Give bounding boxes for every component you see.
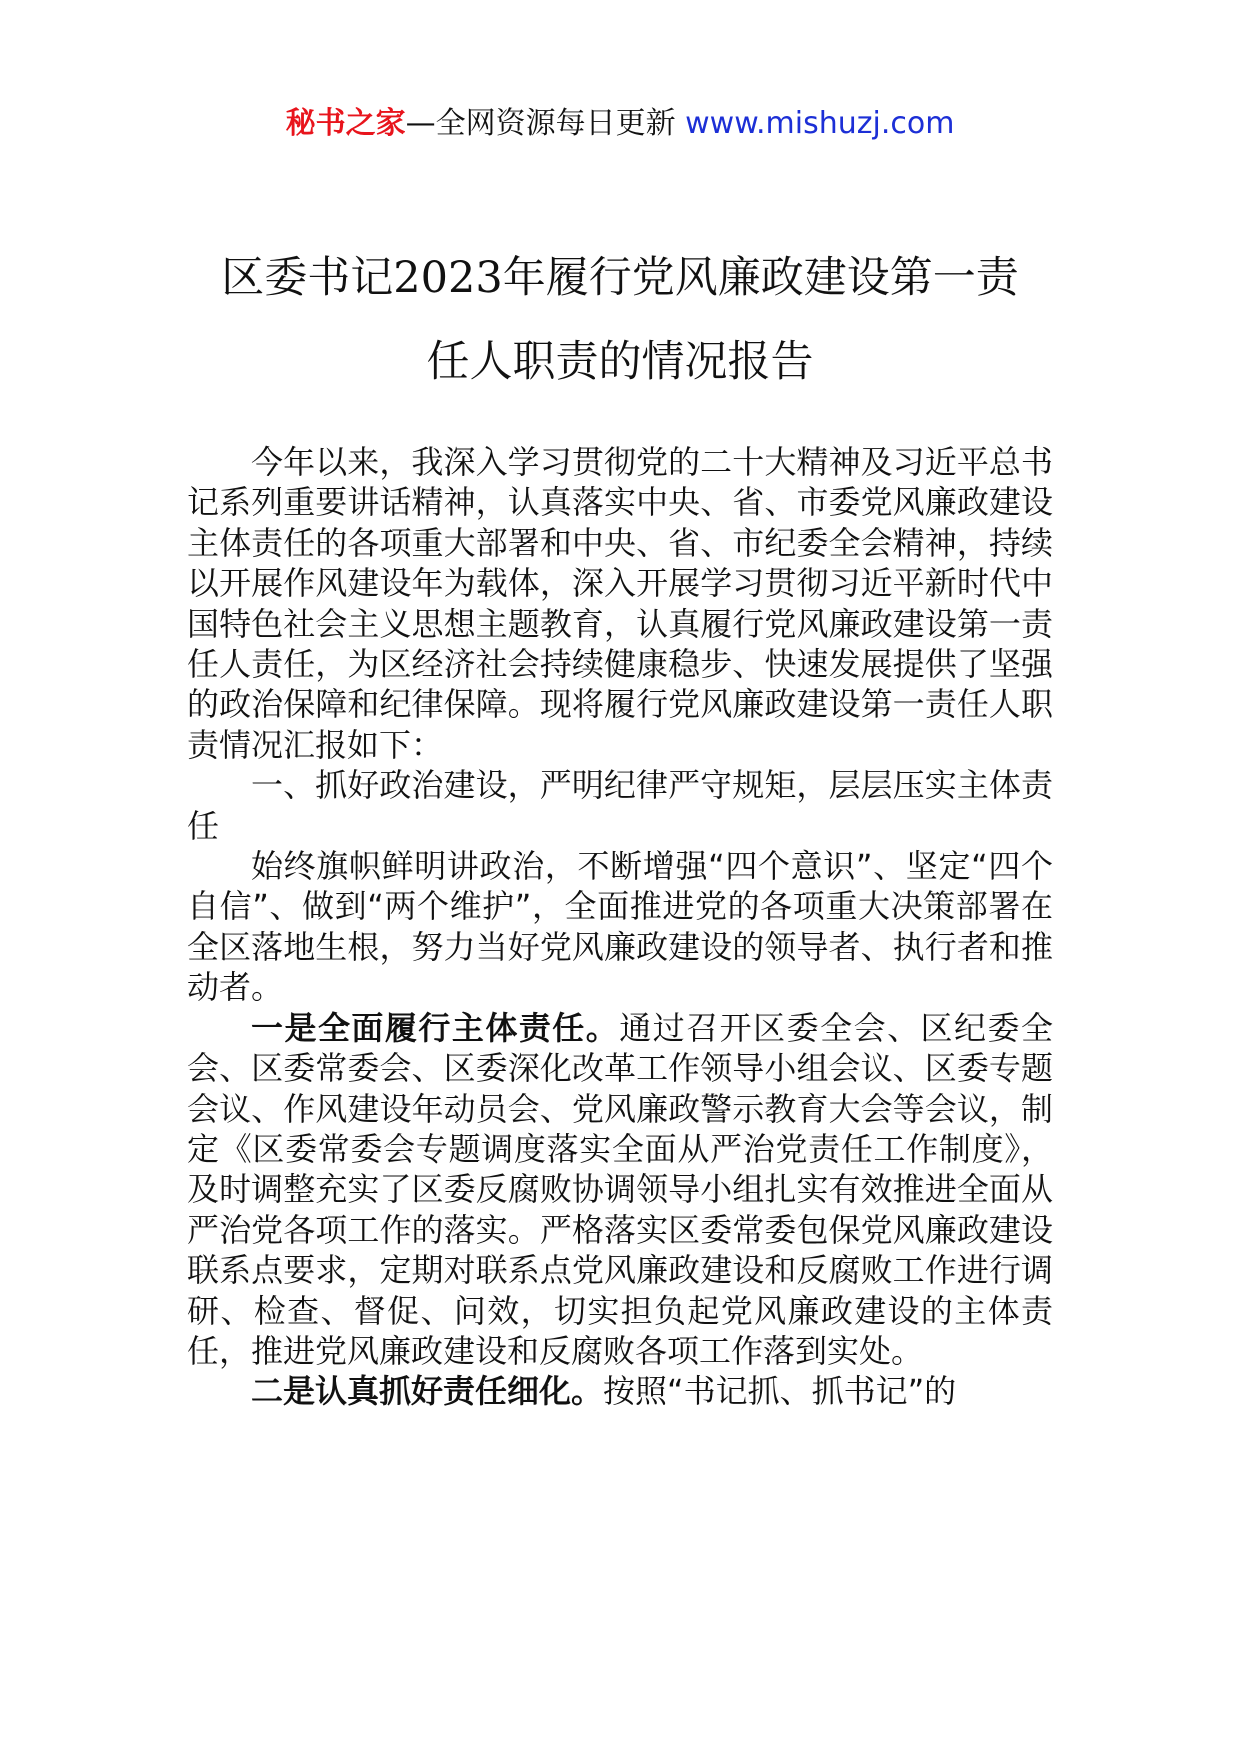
site-header-banner bbox=[0, 104, 1240, 144]
document-title-line-1: 区委书记2023年履行党风廉政建设第一责 bbox=[221, 253, 1019, 303]
site-url: www.mishuzj.com bbox=[685, 106, 955, 141]
document-title bbox=[120, 236, 1120, 404]
site-brand-name: 秘书之家 bbox=[285, 106, 406, 141]
point-lead: 一是全面履行主体责任。 bbox=[251, 1008, 620, 1047]
paragraph-text: 今年以来，我深入学习贯彻党的二十大精神及习近平总书记系列重要讲话精神，认真落实中央、省、市委党风廉政建设主体责任的各项重大部署和中央、省、市纪委全会精神，持续以开展作风建设年为载体，深入开展学习贯彻习近平新时代中国特色社会主义思想主题教育，认真履行党风廉政建设第一责任人责任，为区经济社会持续健康稳步、快速发展提供了坚强的政治保障和纪律保障。现将履行党风廉政建设第一责任人职责情况汇报如下： bbox=[187, 443, 1053, 764]
paragraph-text: 按照“书记抓、抓书记”的 bbox=[603, 1372, 957, 1411]
document-title-line-2: 任人职责的情况报告 bbox=[426, 337, 814, 387]
body-paragraph-point-1 bbox=[187, 1008, 1053, 1372]
body-paragraph-intro bbox=[187, 442, 1053, 765]
document-body bbox=[187, 442, 1053, 1411]
section-heading-1 bbox=[187, 765, 1053, 846]
heading-text: 一、抓好政治建设，严明纪律严守规矩，层层压实主体责任 bbox=[187, 766, 1053, 845]
body-paragraph-political bbox=[187, 846, 1053, 1008]
paragraph-text: 始终旗帜鲜明讲政治，不断增强“四个意识”、坚定“四个自信”、做到“两个维护”，全面推进党的各项重大决策部署在全区落地生根，努力当好党风廉政建设的领导者、执行者和推动者。 bbox=[187, 847, 1053, 1007]
body-paragraph-point-2 bbox=[187, 1371, 1053, 1411]
point-lead: 二是认真抓好责任细化。 bbox=[251, 1372, 604, 1411]
site-tagline: —全网资源每日更新 bbox=[405, 106, 676, 141]
paragraph-text: 通过召开区委全会、区纪委全会、区委常委会、区委深化改革工作领导小组会议、区委专题会议、作风建设年动员会、党风廉政警示教育大会等会议，制定《区委常委会专题调度落实全面从严治党责任工作制度》，及时调整充实了区委反腐败协调领导小组扎实有效推进全面从严治党各项工作的落实。严格落实区委常委包保党风廉政建设联系点要求，定期对联系点党风廉政建设和反腐败工作进行调研、检查、督促、问效，切实担负起党风廉政建设的主体责任，推进党风廉政建设和反腐败各项工作落到实处。 bbox=[187, 1008, 1053, 1370]
